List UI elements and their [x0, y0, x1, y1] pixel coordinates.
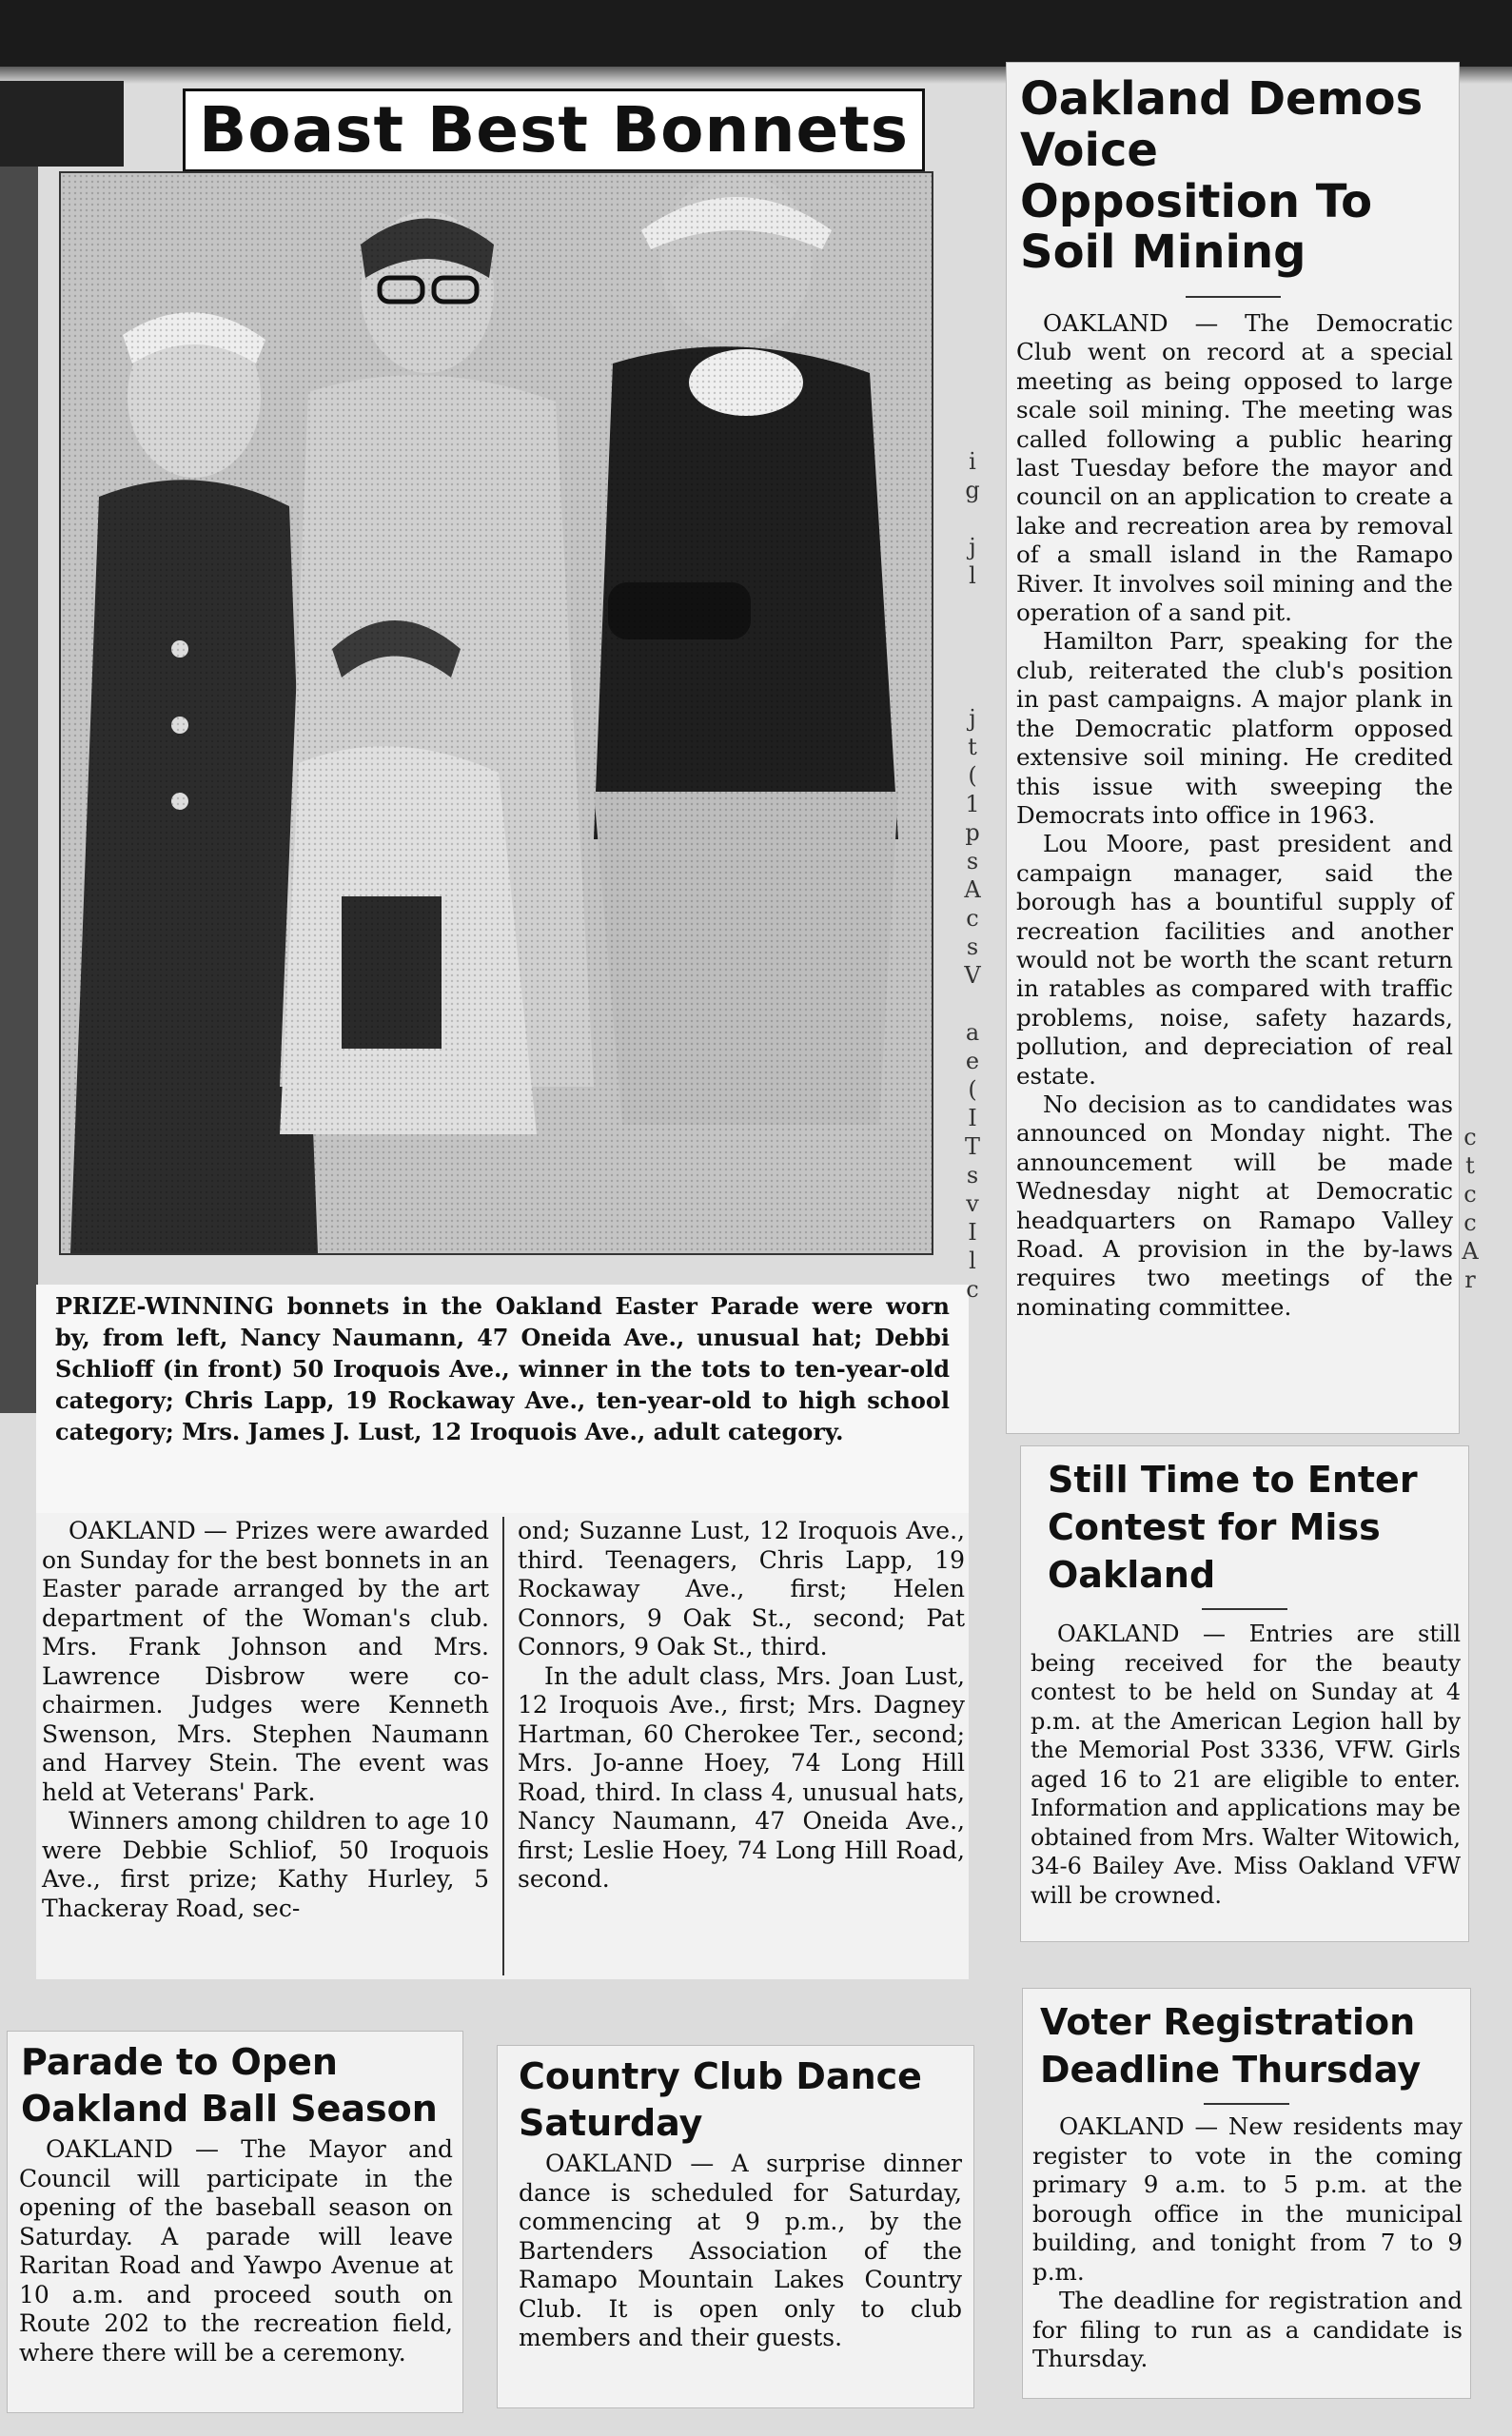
bonnets-column-2	[518, 1517, 965, 1975]
country-club-paragraph: OAKLAND — A surprise dinner dance is scheduled for Saturday, commencing at 9 p.m., by the Bartenders Association of the Ramapo Mountain Lakes Country Club. It is open only to club members and their guests.	[519, 2150, 962, 2352]
bonnets-headline-box	[183, 88, 925, 172]
edge-fragment-char	[963, 647, 982, 676]
edge-fragment-char: c	[1463, 1124, 1477, 1150]
left-dark-corner	[0, 81, 124, 167]
edge-fragment-char: V	[964, 962, 981, 989]
edge-fragment-char: s	[966, 1162, 979, 1189]
bonnets-headline: Boast Best Bonnets	[199, 93, 910, 167]
edge-fragment-char: (	[968, 762, 977, 789]
edge-fragment-char: (	[968, 1076, 977, 1103]
headline-rule	[1186, 296, 1281, 298]
miss-oakland-paragraph: OAKLAND — Entries are still being received for the beauty contest to be held on Sunday at 4 p.m. at the American Legion hall by the Memorial Post 3336, VFW. Girls aged 16 to 21 are eligible to enter. Information and applications may be obtained from Mrs. Walter Witowich, 34-6 Bailey Ave. Miss Oakland VFW will be crowned.	[1031, 1621, 1461, 1909]
ball-season-body	[8, 2132, 462, 2367]
edge-fragment-char	[963, 619, 982, 647]
bonnets-paragraph: ond; Suzanne Lust, 12 Iroquois Ave., third. Teenagers, Chris Lapp, 19 Rockaway Ave., first; Helen Connors, 9 Oak St., second; Pat Connors, 9 Oak St., third.	[518, 1517, 965, 1660]
edge-fragment-char: a	[965, 1019, 980, 1046]
edge-fragment-char: c	[966, 1276, 979, 1303]
left-edge-fragment	[963, 447, 982, 1304]
bonnets-paragraph: In the adult class, Mrs. Joan Lust, 12 Iroquois Ave., first; Mrs. Dagney Hartman, 60 Cherokee Ter., second; Mrs. Jo-anne Hoey, 74 Long Hill Road, third. In class 4, unusual hats, Nancy Naumann, 47 Oneida Ave., first; Leslie Hoey, 74 Long Hill Road, second.	[518, 1661, 965, 1893]
ball-season-clipping	[8, 2032, 462, 2412]
ball-season-paragraph: OAKLAND — The Mayor and Council will participate in the opening of the baseball season on Saturday. A parade will leave Raritan Road and Yawpo Avenue at 10 a.m. and proceed south on Route 202 to the recreation field, where there will be a ceremony.	[19, 2135, 453, 2367]
soil-mining-paragraph: OAKLAND — The Democratic Club went on record at a special meeting as being opposed to large scale soil mining. The meeting was called following a public hearing last Tuesday before the mayor and council on an application to create a lake and recreation area by removal of a small island in the Ramapo River. It involves soil mining and the operation of a sand pit.	[1016, 309, 1453, 627]
miss-oakland-clipping	[1021, 1446, 1468, 1941]
ball-season-headline: Parade to Open Oakland Ball Season	[21, 2041, 438, 2130]
bonnets-caption-text: PRIZE-WINNING bonnets in the Oakland Easter Parade were worn by, from left, Nancy Naumann, 47 Oneida Ave., unusual hat; Debbi Schlioff (in front) 50 Iroquois Ave., winner in the tots to ten-year-old category; Chris Lapp, 19 Rockaway Ave., ten-year-old to high school category; Mrs. James J. Lust, 12 Iroquois Ave., adult category.	[55, 1292, 950, 1445]
edge-fragment-char: l	[969, 1247, 976, 1274]
country-club-headline: Country Club Dance Saturday	[519, 2055, 922, 2144]
miss-oakland-headline: Still Time to Enter Contest for Miss Oakland	[1048, 1459, 1418, 1597]
bonnets-paragraph: Winners among children to age 10 were Debbie Schliof, 50 Iroquois Ave., first prize; Kathy Hurley, 5 Thackeray Road, sec-	[42, 1807, 489, 1922]
country-club-body	[498, 2146, 973, 2353]
soil-mining-paragraph: Lou Moore, past president and campaign manager, said the borough has a bountiful supply of recreation facilities and another would not be worth the scant return in ratables as compared with traffic problems, noise, safety hazards, pollution, and depreciation of real estate.	[1016, 830, 1453, 1090]
bonnets-photo-illustration	[61, 173, 932, 1253]
bonnets-photo	[59, 171, 933, 1255]
edge-fragment-char: c	[1463, 1209, 1477, 1236]
voter-registration-paragraph: The deadline for registration and for filing to run as a candidate is Thursday.	[1032, 2287, 1463, 2373]
soil-mining-headline: Oakland Demos Voice Opposition To Soil Mining	[1020, 72, 1424, 280]
voter-registration-clipping	[1023, 1989, 1470, 2398]
edge-fragment-char: I	[968, 1105, 977, 1131]
soil-mining-paragraph: No decision as to candidates was announced on Monday night. The announcement will be made Wednesday night at Democratic headquarters on Ramapo Valley Road. A provision in the by-laws requires two meetings of the nominating committee.	[1016, 1090, 1453, 1321]
edge-fragment-char: v	[966, 1190, 979, 1217]
voter-registration-paragraph: OAKLAND — New residents may register to vote in the coming primary 9 a.m. to 5 p.m. at the borough office in the municipal building, and tonight from 7 to 9 p.m.	[1032, 2112, 1463, 2286]
edge-fragment-char	[963, 504, 982, 533]
edge-fragment-char: t	[1465, 1152, 1475, 1179]
edge-fragment-char: r	[1464, 1267, 1476, 1293]
edge-fragment-char: 1	[965, 791, 980, 817]
voter-registration-body	[1023, 2112, 1470, 2374]
bonnets-paragraph: OAKLAND — Prizes were awarded on Sunday for the best bonnets in an Easter parade arranged by the art department of the Woman's club. Mrs. Frank Johnson and Mrs. Lawrence Disbrow were co-chairmen. Judges were Kenneth Swenson, Mrs. Stephen Naumann and Harvey Stein. The event was held at Veterans' Park.	[42, 1517, 489, 1806]
edge-fragment-char: i	[969, 448, 976, 475]
edge-fragment-char: j	[969, 705, 976, 732]
edge-fragment-char: s	[966, 848, 979, 874]
soil-mining-paragraph: Hamilton Parr, speaking for the club, reiterated the club's position in past campaigns. A major plank in the Democratic platform opposed extensive soil mining. He credited this issue with sweeping the Democrats into office in 1963.	[1016, 627, 1453, 829]
country-club-clipping	[498, 2046, 973, 2407]
edge-fragment-char	[963, 990, 982, 1018]
right-edge-fragment	[1461, 1123, 1480, 1294]
edge-fragment-char: c	[966, 905, 979, 932]
edge-fragment-char: T	[964, 1133, 980, 1160]
edge-fragment-char: c	[1463, 1181, 1477, 1208]
edge-fragment-char: g	[965, 477, 980, 503]
edge-fragment-char: t	[968, 734, 977, 760]
voter-registration-headline: Voter Registration Deadline Thursday	[1040, 2001, 1422, 2092]
headline-rule	[1204, 2103, 1289, 2105]
left-dark-margin	[0, 81, 38, 1413]
edge-fragment-char: A	[1462, 1238, 1479, 1265]
bonnets-caption	[36, 1285, 969, 1513]
headline-rule	[1202, 1608, 1287, 1610]
column-divider	[502, 1517, 504, 1975]
edge-fragment-char: j	[969, 534, 976, 560]
soil-mining-clipping	[1007, 63, 1459, 1433]
bonnets-article-body	[36, 1513, 969, 1979]
edge-fragment-char: A	[964, 876, 981, 903]
edge-fragment-char: l	[969, 562, 976, 589]
miss-oakland-body	[1021, 1620, 1468, 1910]
top-dark-band	[0, 0, 1512, 67]
edge-fragment-char: s	[966, 933, 979, 960]
edge-fragment-char: p	[965, 819, 980, 846]
soil-mining-body	[1007, 309, 1459, 1322]
edge-fragment-char: e	[965, 1048, 980, 1074]
edge-fragment-char: I	[968, 1219, 977, 1246]
bonnets-column-1	[42, 1517, 489, 1975]
edge-fragment-char	[963, 676, 982, 704]
edge-fragment-char	[963, 590, 982, 619]
